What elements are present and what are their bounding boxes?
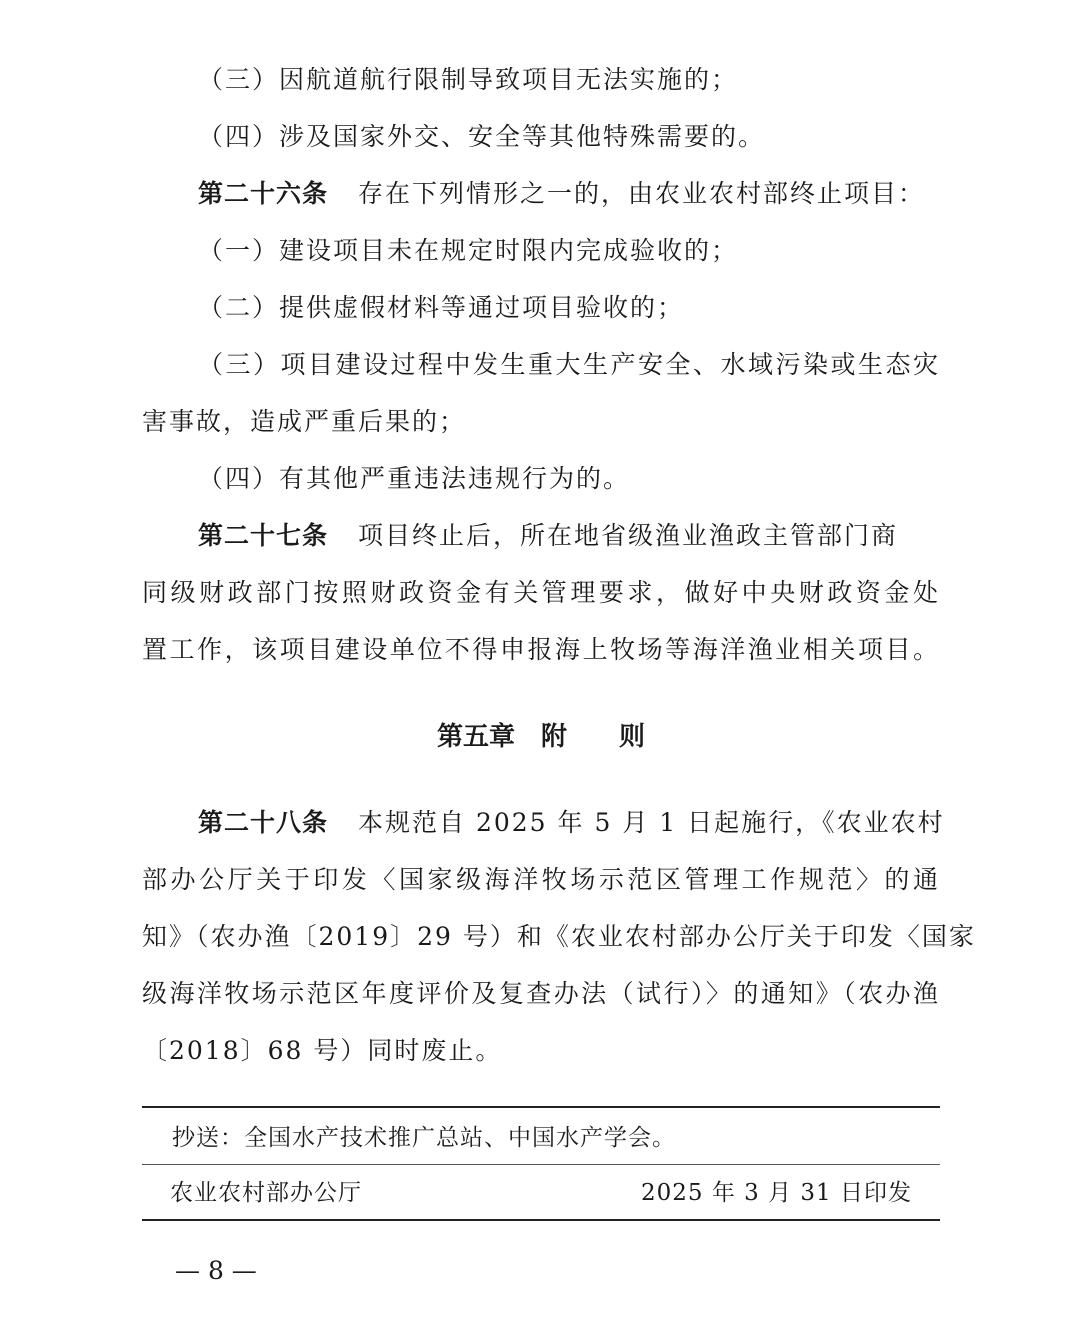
chapter-title: 第五章 附 则 <box>436 722 645 752</box>
footer-middle-rule <box>142 1164 940 1165</box>
article-28-line5: 〔2018〕68 号）同时废止。 <box>142 1036 503 1065</box>
clause-3-accident-line2: 害事故，造成严重后果的； <box>142 407 467 436</box>
footer-bottom-rule <box>142 1219 940 1221</box>
issuing-office: 农业农村部办公厅 <box>170 1180 362 1206</box>
clause-4-special-needs: （四）涉及国家外交、安全等其他特殊需要的。 <box>198 122 766 151</box>
article-26-text: 存在下列情形之一的，由农业农村部终止项目： <box>358 179 926 208</box>
article-28-title: 第二十八条 <box>198 808 329 837</box>
article-27-title: 第二十七条 <box>198 521 329 550</box>
article-28 <box>198 806 945 840</box>
article-27-text: 项目终止后，所在地省级渔业渔政主管部门商 <box>358 521 899 550</box>
article-28-text: 本规范自 2025 年 5 月 1 日起施行，《农业农村 <box>358 808 945 837</box>
article-27 <box>198 519 940 553</box>
footer-top-rule <box>142 1106 940 1108</box>
issue-date: 2025 年 3 月 31 日印发 <box>641 1180 912 1206</box>
clause-3-accident-line1: （三）项目建设过程中发生重大生产安全、水域污染或生态灾 <box>198 350 940 379</box>
clause-2-false-materials: （二）提供虚假材料等通过项目验收的； <box>198 293 685 322</box>
article-28-line3: 知》（农办渔〔2019〕29 号）和《农业农村部办公厅关于印发〈国家 <box>142 922 976 951</box>
clause-3-navigation-limit: （三）因航道航行限制导致项目无法实施的； <box>198 65 739 94</box>
cc-line: 抄送：全国水产技术推广总站、中国水产学会。 <box>172 1125 676 1151</box>
clause-4-violations: （四）有其他严重违法违规行为的。 <box>198 464 631 493</box>
article-28-line2: 部办公厅关于印发〈国家级海洋牧场示范区管理工作规范〉的通 <box>142 865 940 894</box>
page-number: — 8 — <box>175 1256 257 1285</box>
article-27-line2: 同级财政部门按照财政资金有关管理要求，做好中央财政资金处 <box>142 578 940 607</box>
article-26-title: 第二十六条 <box>198 179 329 208</box>
article-28-line4: 级海洋牧场示范区年度评价及复查办法（试行）〉的通知》（农办渔 <box>142 979 940 1008</box>
article-26 <box>198 177 940 211</box>
article-27-line3: 置工作，该项目建设单位不得申报海上牧场等海洋渔业相关项目。 <box>142 635 940 664</box>
clause-1-acceptance-deadline: （一）建设项目未在规定时限内完成验收的； <box>198 236 739 265</box>
